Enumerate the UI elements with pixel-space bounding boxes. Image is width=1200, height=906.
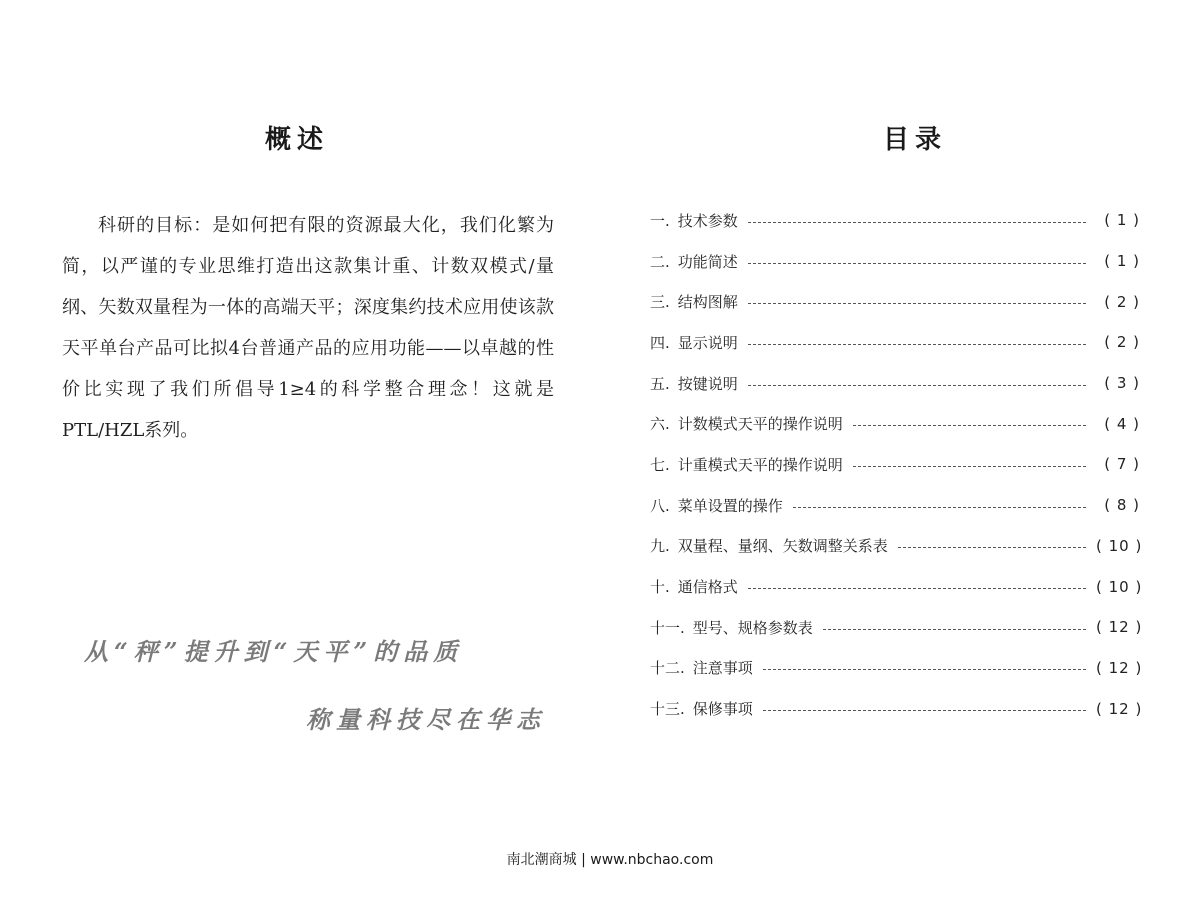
toc-list (650, 200, 1143, 729)
toc-item-page: ( 7 ) (1104, 455, 1140, 474)
toc-item-number: 二. (650, 252, 670, 271)
toc-item-model-spec-table[interactable] (650, 607, 1143, 648)
toc-item-page: ( 1 ) (1104, 211, 1140, 230)
toc-leader-dots (898, 547, 1086, 548)
toc-item-counting-mode[interactable] (650, 403, 1140, 444)
toc-title: 目录 (882, 125, 947, 155)
toc-item-warranty[interactable] (650, 688, 1143, 729)
toc-item-number: 五. (650, 374, 670, 393)
toc-item-page: ( 12 ) (1096, 618, 1143, 637)
toc-leader-dots (748, 385, 1086, 386)
toc-item-page: ( 10 ) (1096, 577, 1143, 596)
toc-leader-dots (748, 344, 1086, 345)
toc-item-function-overview[interactable] (650, 241, 1140, 282)
toc-item-label: 计重模式天平的操作说明 (677, 455, 843, 474)
toc-item-page: ( 3 ) (1104, 374, 1140, 393)
toc-item-label: 菜单设置的操作 (677, 496, 783, 515)
toc-item-number: 一. (650, 211, 670, 230)
toc-item-label: 通信格式 (677, 578, 738, 597)
toc-item-weighing-mode[interactable] (650, 444, 1140, 485)
toc-item-page: ( 2 ) (1104, 333, 1140, 352)
toc-item-page: ( 12 ) (1096, 699, 1143, 718)
toc-leader-dots (823, 629, 1086, 630)
toc-item-display-description[interactable] (650, 322, 1140, 363)
toc-item-page: ( 2 ) (1104, 292, 1140, 311)
overview-body: 科研的目标：是如何把有限的资源最大化，我们化繁为简，以严谨的专业思维打造出这款集计重、计数双模式/量纲、矢数双量程为一体的高端天平；深度集约技术应用使该款天平单台产品可比拟4台普通产品的应用功能——以卓越的性价比实现了我们所倡导1≥4的科学整合理念！这就是PTL/HZL系列。 (62, 215, 554, 441)
toc-leader-dots (853, 425, 1086, 426)
overview-title: 概述 (264, 125, 329, 155)
toc-item-label: 按键说明 (677, 374, 738, 393)
toc-item-structure-diagram[interactable] (650, 281, 1140, 322)
toc-item-page: ( 10 ) (1096, 536, 1143, 555)
toc-item-label: 注意事项 (692, 659, 753, 678)
toc-item-label: 保修事项 (692, 700, 753, 719)
toc-leader-dots (748, 588, 1086, 589)
toc-leader-dots (763, 710, 1086, 711)
toc-item-label: 技术参数 (677, 211, 738, 230)
toc-page (600, 0, 1200, 906)
toc-leader-dots (748, 222, 1086, 223)
toc-item-number: 十三. (650, 700, 685, 719)
toc-leader-dots (793, 507, 1086, 508)
toc-item-label: 型号、规格参数表 (692, 618, 813, 637)
toc-item-label: 双量程、量纲、矢数调整关系表 (677, 537, 888, 556)
toc-item-label: 显示说明 (677, 333, 738, 352)
toc-item-number: 九. (650, 537, 670, 556)
toc-item-number: 十二. (650, 659, 685, 678)
toc-item-number: 十. (650, 578, 670, 597)
slogan-line-2: 称量科技尽在华志 (306, 705, 546, 734)
toc-item-label: 功能简述 (677, 252, 738, 271)
toc-item-communication-format[interactable] (650, 566, 1143, 607)
toc-item-number: 六. (650, 415, 670, 434)
toc-item-number: 十一. (650, 618, 685, 637)
toc-item-label: 计数模式天平的操作说明 (677, 415, 843, 434)
toc-item-page: ( 1 ) (1104, 252, 1140, 271)
toc-item-page: ( 4 ) (1104, 414, 1140, 433)
toc-item-key-description[interactable] (650, 363, 1140, 404)
slogan-line-1: 从“秤”提升到“天平”的品质 (84, 637, 464, 666)
toc-leader-dots (748, 303, 1086, 304)
toc-item-page: ( 8 ) (1104, 496, 1140, 515)
toc-item-page: ( 12 ) (1096, 658, 1143, 677)
footer-watermark: 南北潮商城 | www.nbchao.com (506, 852, 714, 868)
toc-item-number: 七. (650, 455, 670, 474)
toc-item-number: 八. (650, 496, 670, 515)
toc-leader-dots (763, 669, 1086, 670)
toc-item-menu-settings[interactable] (650, 485, 1140, 526)
toc-leader-dots (853, 466, 1086, 467)
toc-item-number: 四. (650, 333, 670, 352)
toc-item-precautions[interactable] (650, 648, 1143, 689)
toc-item-number: 三. (650, 293, 670, 312)
toc-item-range-relation-table[interactable] (650, 526, 1143, 567)
toc-item-tech-params[interactable] (650, 200, 1140, 241)
toc-item-label: 结构图解 (677, 293, 738, 312)
toc-leader-dots (748, 263, 1086, 264)
